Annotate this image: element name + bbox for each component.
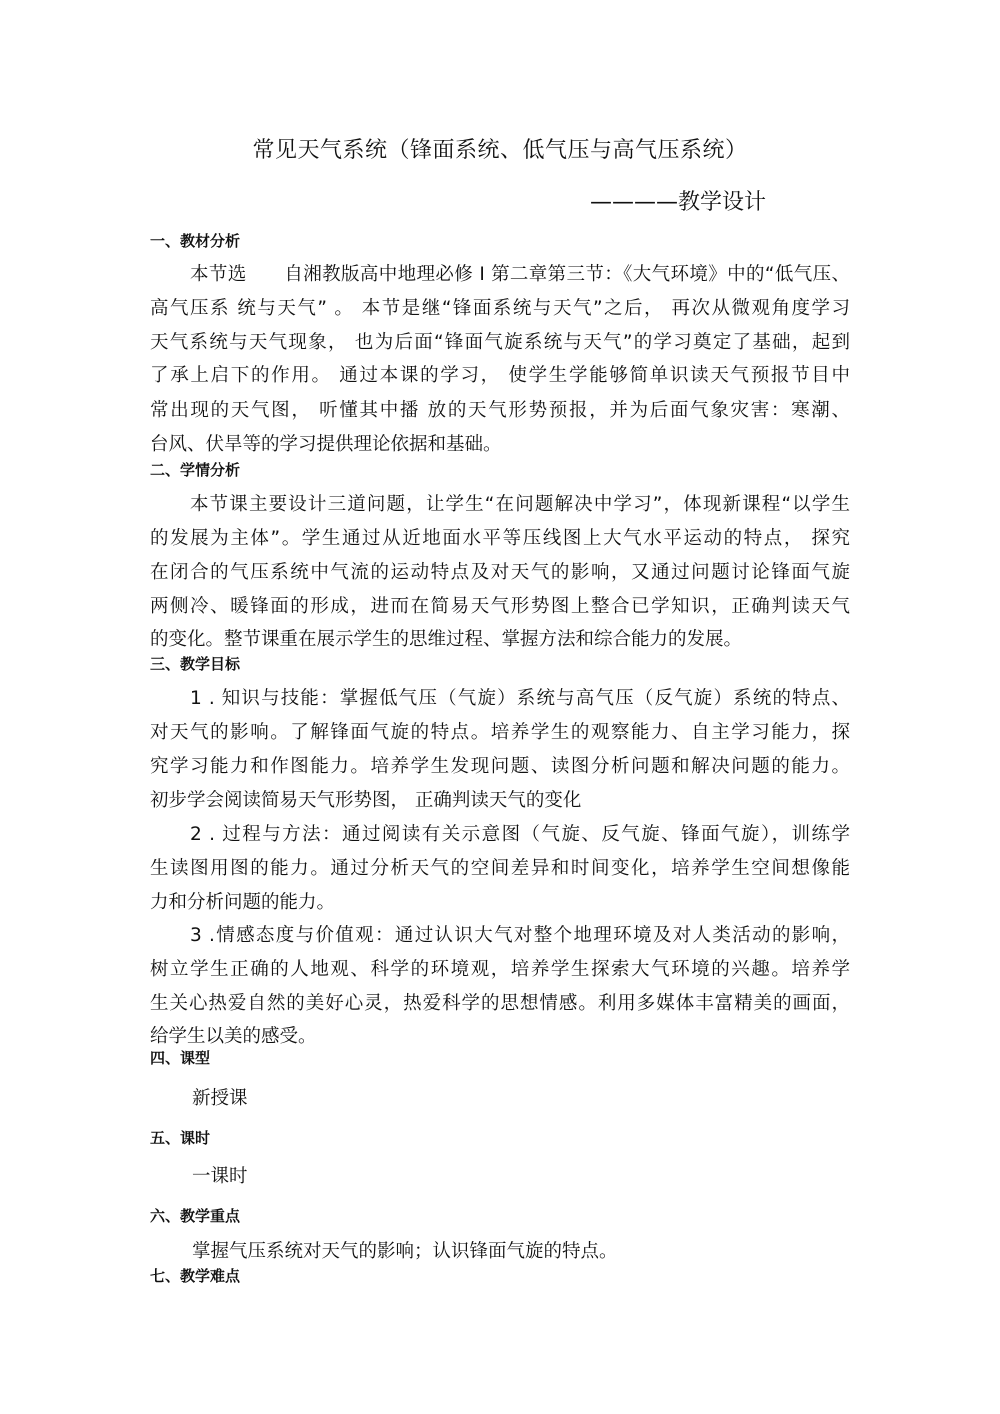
- section-heading-student-analysis: 二、学情分析: [150, 461, 241, 479]
- section-heading-textbook-analysis: 一、教材分析: [150, 232, 241, 250]
- paragraph-line: 本节课主要设计三道问题，让学生“在问题解决中学习”，体现新课程“以学生: [190, 494, 850, 515]
- section-heading-teaching-goals: 三、教学目标: [150, 655, 241, 673]
- paragraph-line: 在闭合的气压系统中气流的运动特点及对天气的影响，又通过问题讨论锋面气旋: [150, 562, 850, 583]
- class-hours-value: 一课时: [192, 1166, 248, 1187]
- section-heading-difficult-points: 七、教学难点: [150, 1267, 241, 1285]
- goal-line: 对天气的影响。了解锋面气旋的特点。培养学生的观察能力、自主学习能力，探: [150, 722, 850, 743]
- section-heading-class-hours: 五、课时: [150, 1129, 211, 1147]
- document-subtitle: ————教学设计: [590, 190, 767, 215]
- paragraph-line: 的变化。整节课重在展示学生的思维过程、掌握方法和综合能力的发展。: [150, 629, 743, 650]
- paragraph-line: 本节选 自湘教版高中地理必修 I 第二章第三节：《大气环境》中的“低气压、: [190, 264, 850, 285]
- paragraph-line: 两侧冷、暖锋面的形成，进而在简易天气形势图上整合已学知识，正确判读天气: [150, 596, 850, 617]
- goal-line: 1 . 知识与技能：掌握低气压（气旋）系统与高气压（反气旋）系统的特点、: [190, 688, 850, 709]
- goal-line: 给学生以美的感受。: [150, 1026, 317, 1047]
- goal-line: 力和分析问题的能力。: [150, 892, 336, 913]
- paragraph-line: 高气压系 统与天气” 。 本节是继“锋面系统与天气”之后， 再次从微观角度学习: [150, 298, 850, 319]
- section-heading-lesson-type: 四、课型: [150, 1049, 211, 1067]
- goal-line: 3 .情感态度与价值观：通过认识大气对整个地理环境及对人类活动的影响，: [190, 925, 850, 946]
- paragraph-line: 天气系统与天气现象， 也为后面“锋面气旋系统与天气”的学习奠定了基础，起到: [150, 332, 850, 353]
- section-heading-key-points: 六、教学重点: [150, 1207, 241, 1225]
- goal-line: 2 . 过程与方法：通过阅读有关示意图（气旋、反气旋、锋面气旋），训练学: [190, 824, 850, 845]
- lesson-type-value: 新授课: [192, 1088, 248, 1109]
- goal-line: 树立学生正确的人地观、科学的环境观，培养学生探索大气环境的兴趣。培养学: [150, 959, 850, 980]
- goal-line: 初步学会阅读简易天气形势图， 正确判读天气的变化: [150, 790, 582, 811]
- document-title: 常见天气系统（锋面系统、低气压与高气压系统）: [252, 138, 748, 163]
- goal-line: 究学习能力和作图能力。培养学生发现问题、读图分析问题和解决问题的能力。: [150, 756, 850, 777]
- key-points-value: 掌握气压系统对天气的影响；认识锋面气旋的特点。: [192, 1241, 618, 1262]
- paragraph-line: 台风、伏旱等的学习提供理论依据和基础。: [150, 434, 502, 455]
- goal-line: 生关心热爱自然的美好心灵，热爱科学的思想情感。利用多媒体丰富精美的画面，: [150, 993, 850, 1014]
- paragraph-line: 常出现的天气图， 听懂其中播 放的天气形势预报，并为后面气象灾害：寒潮、: [150, 400, 850, 421]
- paragraph-line: 了承上启下的作用。 通过本课的学习， 使学生学能够简单识读天气预报节目中: [150, 365, 850, 386]
- paragraph-line: 的发展为主体”。学生通过从近地面水平等压线图上大气水平运动的特点， 探究: [150, 528, 850, 549]
- goal-line: 生读图用图的能力。通过分析天气的空间差异和时间变化，培养学生空间想像能: [150, 858, 850, 879]
